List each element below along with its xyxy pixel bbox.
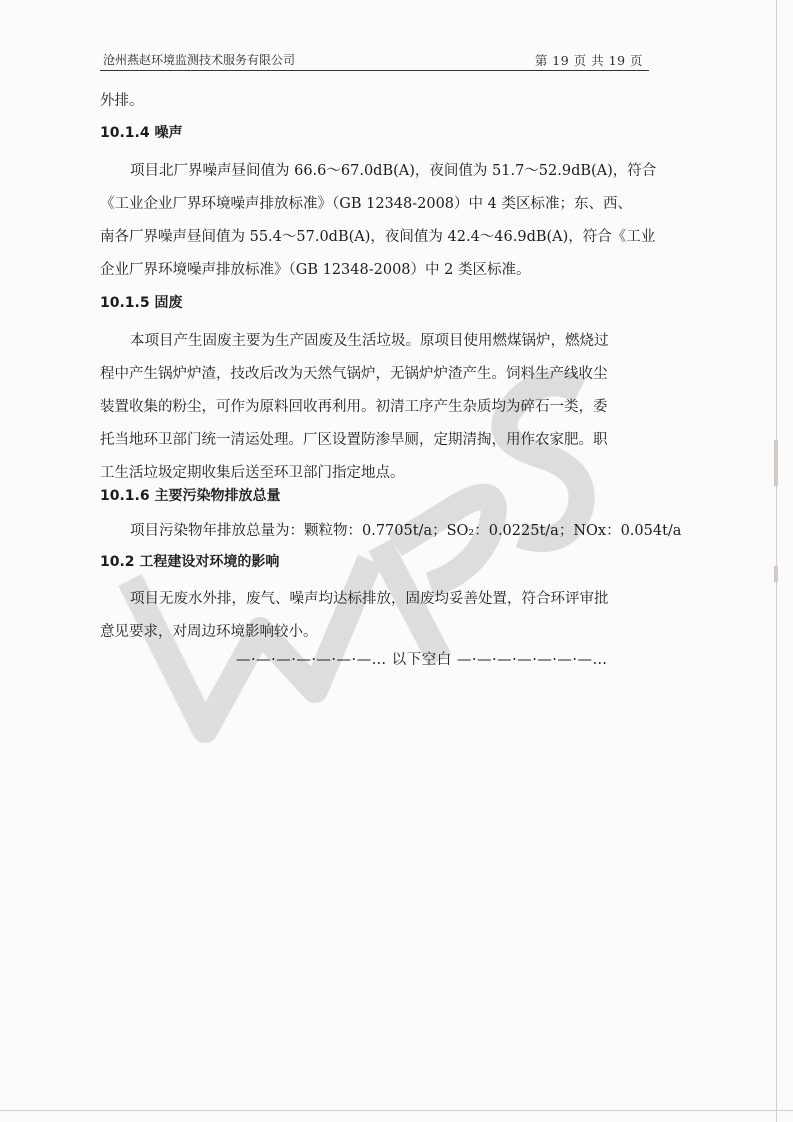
- text-line: 企业厂界环境噪声排放标准》（GB 12348-2008）中 2 类区标准。: [100, 262, 531, 278]
- text-line: 意见要求，对周边环境影响较小。: [100, 624, 318, 640]
- section-heading: 10.1.5 固废: [100, 295, 183, 311]
- section-heading: 10.1.6 主要污染物排放总量: [100, 488, 281, 504]
- text-line: 项目北厂界噪声昼间值为 66.6～67.0dB(A)，夜间值为 51.7～52.9dB(A)，符合: [130, 163, 657, 179]
- company-name: 沧州燕赵环境监测技术服务有限公司: [103, 53, 296, 67]
- page-number: 第 19 页 共 19 页: [534, 53, 643, 68]
- section-heading: 10.2 工程建设对环境的影响: [100, 554, 280, 570]
- scan-edge-line: [776, 0, 777, 1122]
- section-heading: 10.1.4 噪声: [100, 125, 183, 141]
- text-line: 南各厂界噪声昼间值为 55.4～57.0dB(A)，夜间值为 42.4～46.9dB(A)，符合《工业: [100, 229, 656, 245]
- text-line: 项目无废水外排，废气、噪声均达标排放，固废均妥善处置，符合环评审批: [130, 591, 609, 607]
- end-of-content-marker: —·—·—·—·—·—·—… 以下空白 —·—·—·—·—·—·—…: [236, 652, 608, 668]
- text-line: 本项目产生固废主要为生产固废及生活垃圾。原项目使用燃煤锅炉，燃烧过: [130, 333, 609, 349]
- section-10-1-4: [100, 117, 660, 287]
- text-line: 《工业企业厂界环境噪声排放标准》（GB 12348-2008）中 4 类区标准；东、西、: [100, 196, 632, 212]
- section-10-1-5: [100, 287, 660, 490]
- text-line: 项目污染物年排放总量为：颗粒物：0.7705t/a；SO₂：0.0225t/a；NOx：0.054t/a: [130, 523, 682, 539]
- text-line: 程中产生锅炉炉渣，技改后改为天然气锅炉，无锅炉炉渣产生。饲料生产线收尘: [100, 366, 608, 382]
- text-line: 托当地环卫部门统一清运处理。厂区设置防渗旱厕，定期清掏，用作农家肥。职: [100, 432, 608, 448]
- scan-edge-line: [0, 1110, 793, 1111]
- page-header: [100, 48, 649, 71]
- text-line: 工生活垃圾定期收集后送至环卫部门指定地点。: [100, 465, 405, 481]
- text-line: 装置收集的粉尘，可作为原料回收再利用。初清工序产生杂质均为碎石一类，委: [100, 399, 608, 415]
- section-10-1-6: [100, 480, 682, 548]
- section-10-2: [100, 546, 660, 649]
- continuation-text: [100, 85, 660, 118]
- text-line: 外排。: [100, 93, 144, 109]
